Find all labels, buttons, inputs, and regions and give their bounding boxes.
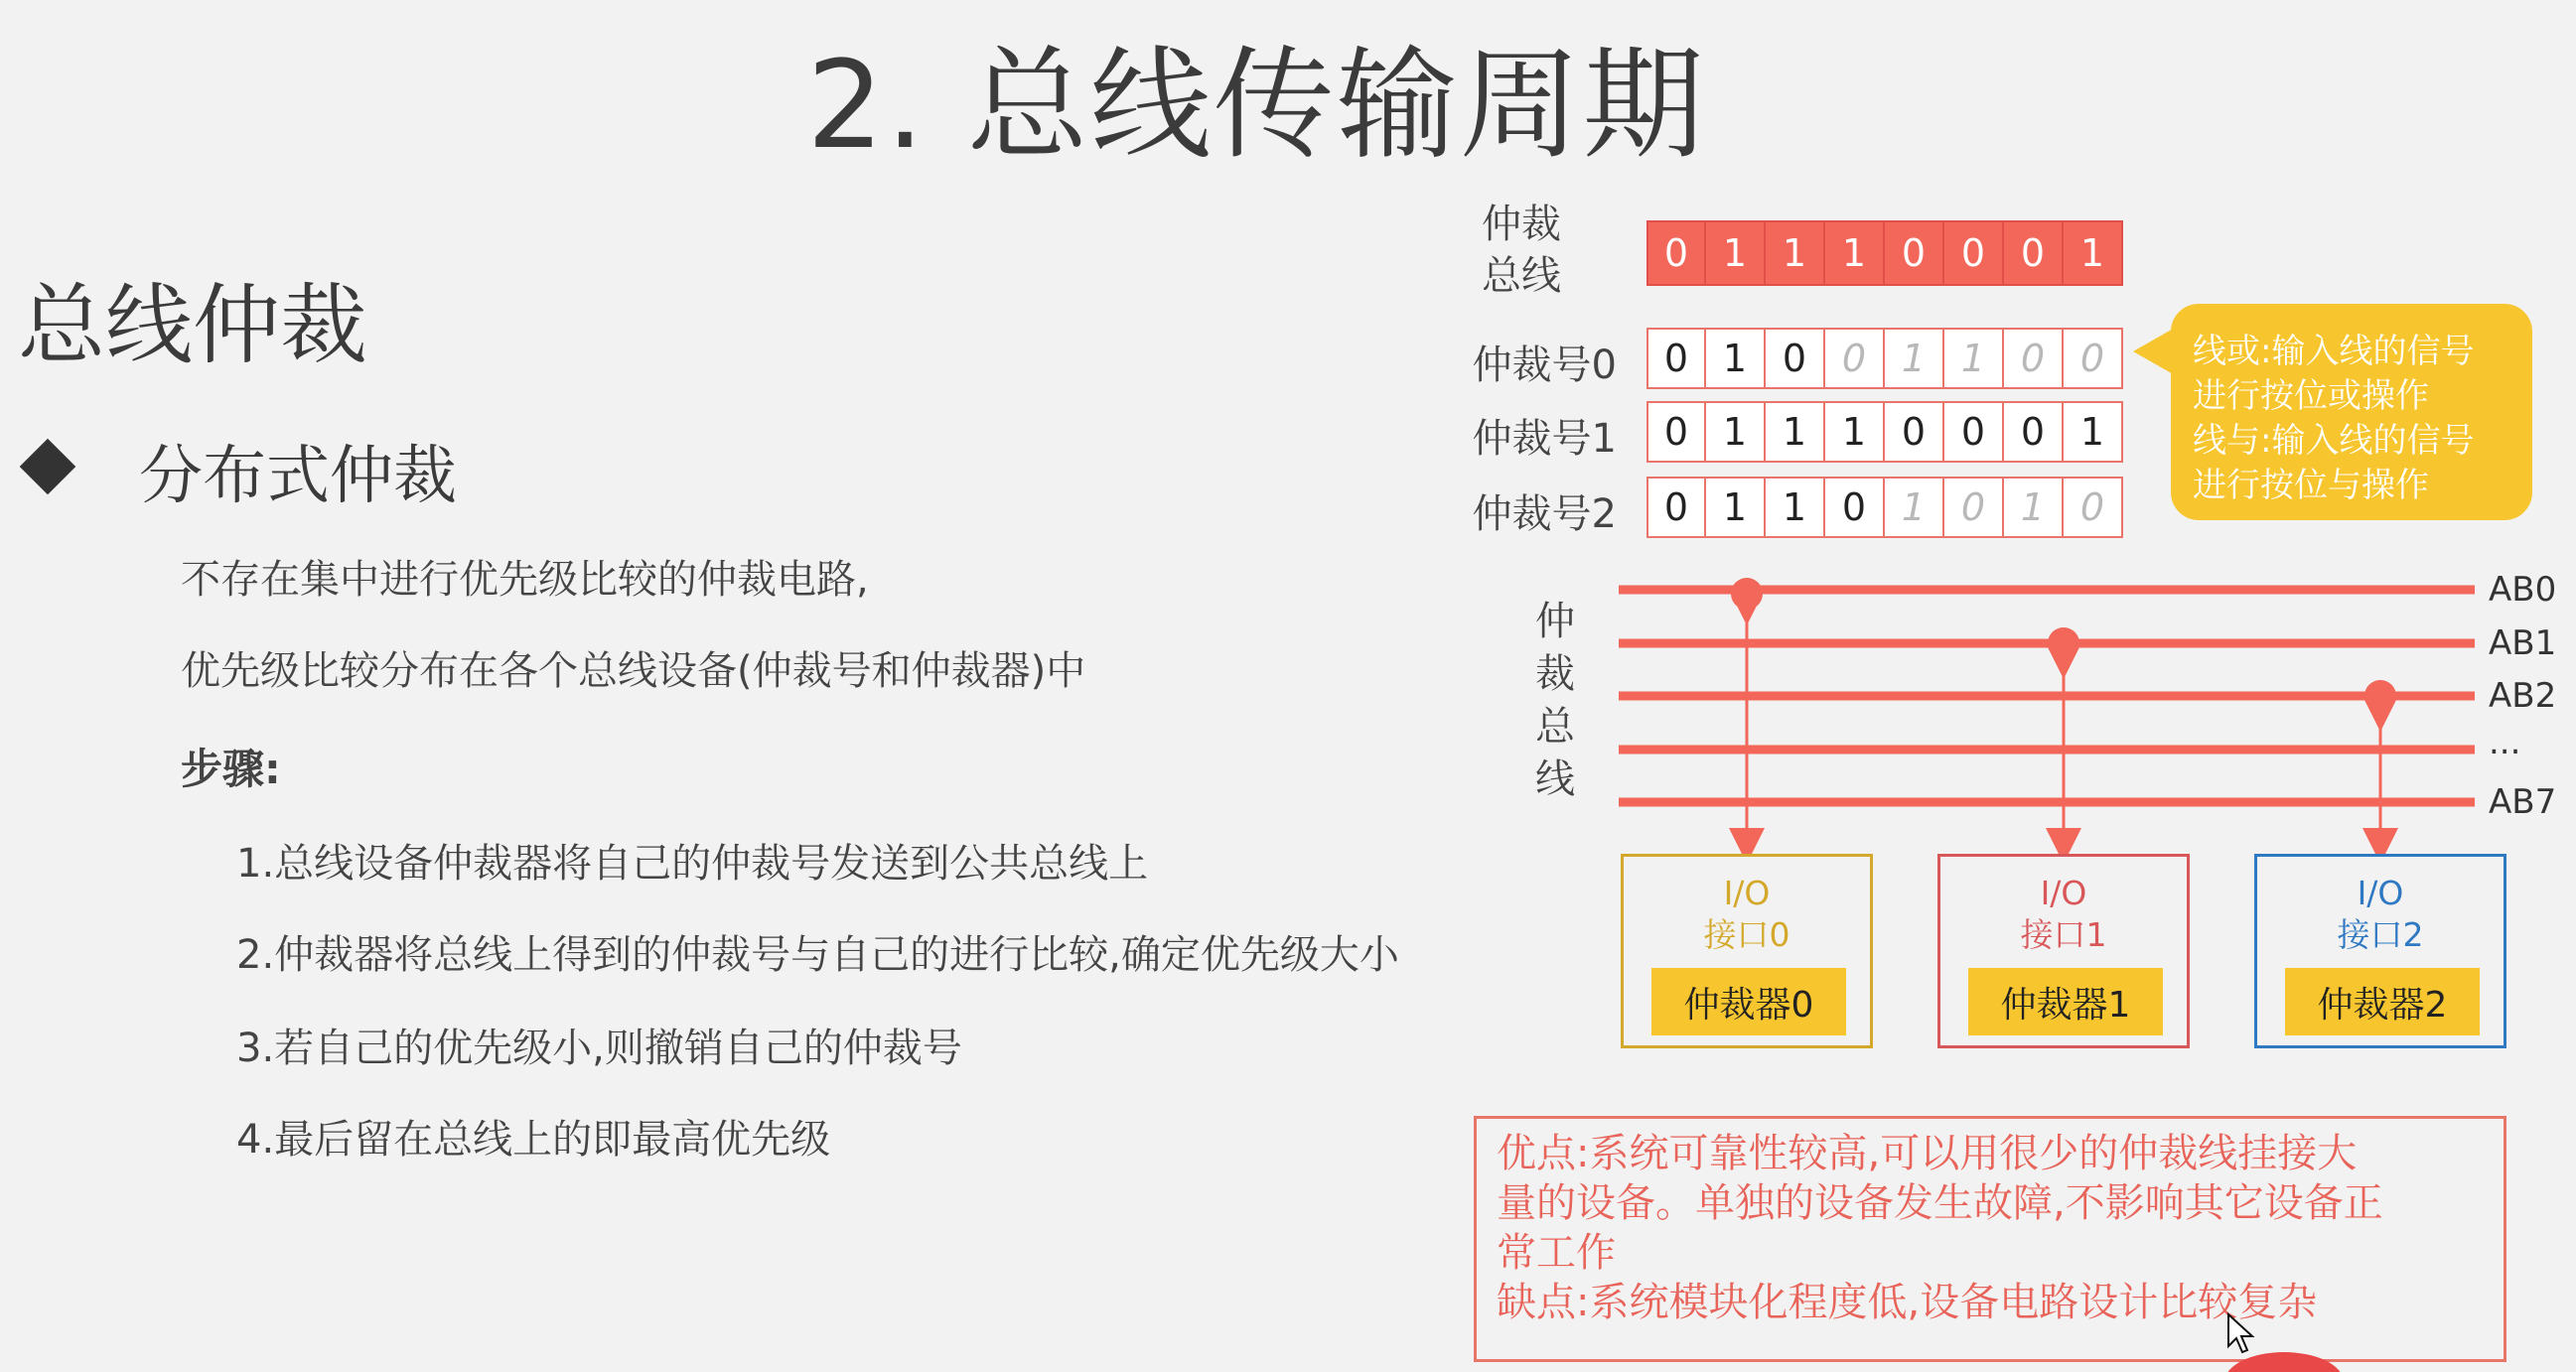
arb-row-label: 仲裁号1: [1472, 416, 1617, 462]
bus-label-line: 仲裁: [1482, 202, 1561, 247]
arb-bit: 0: [1766, 328, 1825, 389]
arb-bit: 0: [1646, 328, 1706, 389]
arbiter-name: 仲裁器0: [1651, 968, 1846, 1035]
callout-line: 进行按位或操作: [2193, 376, 2429, 416]
arb-bit: 0: [1885, 401, 1944, 463]
arbiter-name: 仲裁器1: [1968, 968, 2163, 1035]
step-item: 2.仲裁器将总线上得到的仲裁号与自己的进行比较,确定优先级大小: [236, 932, 1399, 978]
mouse-cursor-icon: [2226, 1312, 2256, 1356]
bus-bit: 0: [2004, 220, 2064, 286]
sub-title: 分布式仲裁: [139, 440, 457, 513]
slide-title: 2. 总线传输周期: [806, 35, 1706, 176]
arb-bit: 0: [1944, 477, 2004, 538]
bus-bit: 0: [1944, 220, 2004, 286]
pros-cons-line: 量的设备。单独的设备发生故障,不影响其它设备正: [1497, 1180, 2383, 1226]
arb-bit: 0: [1944, 401, 2004, 463]
pros-cons-line: 优点:系统可靠性较高,可以用很少的仲裁线挂接大: [1497, 1131, 2358, 1176]
arb-bit: 0: [1646, 401, 1706, 463]
arb-bit: 0: [2064, 477, 2123, 538]
port-label: 接口1: [2020, 915, 2107, 954]
bus-line-label: AB2: [2489, 676, 2557, 716]
step-item: 4.最后留在总线上的即最高优先级: [236, 1117, 831, 1163]
bus-line-label: AB7: [2489, 782, 2557, 822]
arb-bit: 1: [2004, 477, 2064, 538]
arb-bit: 1: [1944, 328, 2004, 389]
arb-bit: 1: [2064, 401, 2123, 463]
io-port-label: [2257, 873, 2504, 956]
vbus-char: 总: [1535, 704, 1575, 750]
bus-line-label: AB1: [2489, 623, 2557, 663]
description-line: 优先级比较分布在各个总线设备(仲裁号和仲裁器)中: [181, 648, 1086, 694]
bus-bit: 1: [1706, 220, 1766, 286]
arb-row-label: 仲裁号0: [1472, 343, 1617, 388]
pros-cons-line: 缺点:系统模块化程度低,设备电路设计比较复杂: [1497, 1280, 2318, 1325]
arbiter-box-1: [1937, 854, 2190, 1048]
step-item: 3.若自己的优先级小,则撤销自己的仲裁号: [236, 1026, 962, 1071]
io-port-label: [1624, 873, 1870, 956]
io-label: I/O: [1723, 874, 1771, 912]
vbus-char: 线: [1535, 756, 1575, 802]
arb-bit: 1: [1706, 401, 1766, 463]
port-label: 接口2: [2337, 915, 2424, 954]
junction-dot: [1731, 578, 1763, 610]
bus-label-line: 总线: [1482, 253, 1561, 299]
step-item: 1.总线设备仲裁器将自己的仲裁号发送到公共总线上: [236, 841, 1149, 887]
bus-line-label: ...: [2489, 723, 2521, 762]
io-label: I/O: [2357, 874, 2404, 912]
arb-bit: 1: [1885, 328, 1944, 389]
arbiter-name: 仲裁器2: [2285, 968, 2480, 1035]
bus-bit: 0: [1646, 220, 1706, 286]
description-line: 不存在集中进行优先级比较的仲裁电路,: [181, 557, 869, 603]
pros-cons-box: [1474, 1116, 2506, 1362]
arbiter-box-0: [1621, 854, 1873, 1048]
arb-bit: 0: [1646, 477, 1706, 538]
vbus-char: 仲: [1535, 599, 1575, 644]
pros-cons-line: 常工作: [1497, 1230, 1616, 1276]
arb-bit: 0: [2004, 328, 2064, 389]
vbus-char: 裁: [1535, 651, 1575, 697]
arb-row-label: 仲裁号2: [1472, 491, 1617, 537]
steps-label: 步骤:: [181, 745, 281, 793]
arb-bit: 1: [1885, 477, 1944, 538]
callout-line: 线或:输入线的信号: [2193, 332, 2475, 371]
callout-line: 进行按位与操作: [2193, 466, 2429, 505]
section-title: 总线仲裁: [18, 274, 368, 376]
io-port-label: [1940, 873, 2187, 956]
io-label: I/O: [2040, 874, 2087, 912]
bus-line-label: AB0: [2489, 570, 2557, 610]
junction-dot: [2364, 680, 2396, 712]
arb-bit: 1: [1706, 477, 1766, 538]
arb-bit: 0: [1825, 328, 1885, 389]
arb-bit: 1: [1706, 328, 1766, 389]
arbiter-box-2: [2254, 854, 2506, 1048]
arb-bit: 1: [1766, 401, 1825, 463]
bus-bit: 1: [1766, 220, 1825, 286]
callout-line: 线与:输入线的信号: [2193, 421, 2475, 461]
arb-bit: 0: [2004, 401, 2064, 463]
bus-bit: 1: [2064, 220, 2123, 286]
arb-bit: 0: [1825, 477, 1885, 538]
arb-bit: 1: [1766, 477, 1825, 538]
port-label: 接口0: [1703, 915, 1790, 954]
bus-bit: 1: [1825, 220, 1885, 286]
arb-bit: 0: [2064, 328, 2123, 389]
junction-dot: [2048, 627, 2079, 659]
bus-bit: 0: [1885, 220, 1944, 286]
arb-bit: 1: [1825, 401, 1885, 463]
